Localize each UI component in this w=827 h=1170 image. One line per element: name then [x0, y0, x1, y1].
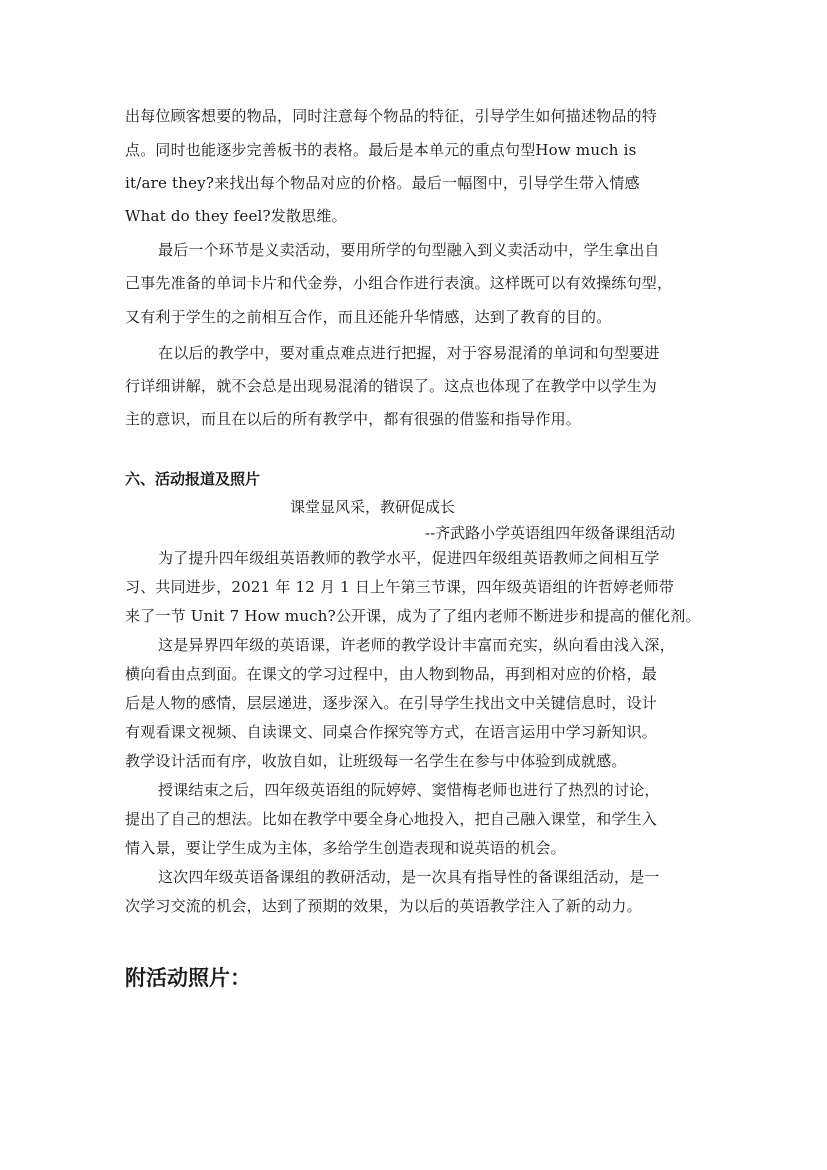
photos-heading: 附活动照片： [125, 966, 251, 990]
report-title: 课堂显风采，教研促成长 [290, 498, 456, 516]
paragraph-line: What do they feel?发散思维。 [125, 207, 347, 225]
paragraph-line: 最后一个环节是义卖活动，要用所学的句型融入到义卖活动中，学生拿出自 [158, 241, 660, 259]
paragraph-line: 情入景，要让学生成为主体，多给学生创造表现和说英语的机会。 [125, 839, 566, 857]
paragraph-line: 次学习交流的机会，达到了预期的效果，为以后的英语教学注入了新的动力。 [125, 897, 642, 915]
paragraph-line: 又有利于学生的之前相互合作，而且还能升华情感，达到了教育的目的。 [125, 308, 612, 326]
paragraph-line: 来了一节 Unit 7 How much?公开课，成为了了组内老师不断进步和提高的催化剂。 [125, 607, 701, 625]
paragraph-line: 横向看由点到面。在课文的学习过程中，由人物到物品，再到相对应的价格，最 [125, 665, 658, 683]
paragraph-line: 行详细讲解，就不会总是出现易混淆的错误了。这点也体现了在教学中以学生为 [125, 377, 658, 395]
paragraph-line: it/are they?来找出每个物品对应的价格。最后一幅图中，引导学生带入情感 [125, 174, 640, 192]
paragraph-line: 习、共同进步，2021 年 12 月 1 日上午第三节课，四年级英语组的许哲婷老师带 [125, 578, 675, 596]
paragraph-line: 教学设计活而有序，收放自如，让班级每一名学生在参与中体验到成就感。 [125, 752, 627, 770]
report-subtitle: --齐武路小学英语组四年级备课组活动 [425, 524, 676, 542]
paragraph-line: 这次四年级英语备课组的教研活动，是一次具有指导性的备课组活动，是一 [158, 868, 660, 886]
paragraph-line: 主的意识，而且在以后的所有教学中，都有很强的借鉴和指导作用。 [125, 410, 582, 428]
paragraph-line: 有观看课文视频、自读课文、同桌合作探究等方式，在语言运用中学习新知识。 [125, 723, 658, 741]
paragraph-line: 在以后的教学中，要对重点难点进行把握，对于容易混淆的单词和句型要进 [158, 344, 660, 362]
paragraph-line: 己事先准备的单词卡片和代金券，小组合作进行表演。这样既可以有效操练句型， [125, 274, 673, 292]
paragraph-line: 后是人物的感情，层层递进，逐步深入。在引导学生找出文中关键信息时，设计 [125, 694, 658, 712]
paragraph-line: 授课结束之后，四年级英语组的阮婷婷、窦惜梅老师也进行了热烈的讨论， [158, 781, 660, 799]
paragraph-line: 为了提升四年级组英语教师的教学水平，促进四年级组英语教师之间相互学 [158, 549, 660, 567]
section-heading: 六、活动报道及照片 [125, 470, 261, 488]
paragraph-line: 出每位顾客想要的物品，同时注意每个物品的特征，引导学生如何描述物品的特 [125, 107, 658, 125]
paragraph-line: 点。同时也能逐步完善板书的表格。最后是本单元的重点句型How much is [125, 141, 637, 159]
paragraph-line: 这是异界四年级的英语课，许老师的教学设计丰富而充实，纵向看由浅入深， [158, 636, 675, 654]
paragraph-line: 提出了自己的想法。比如在教学中要全身心地投入，把自己融入课堂，和学生入 [125, 810, 658, 828]
